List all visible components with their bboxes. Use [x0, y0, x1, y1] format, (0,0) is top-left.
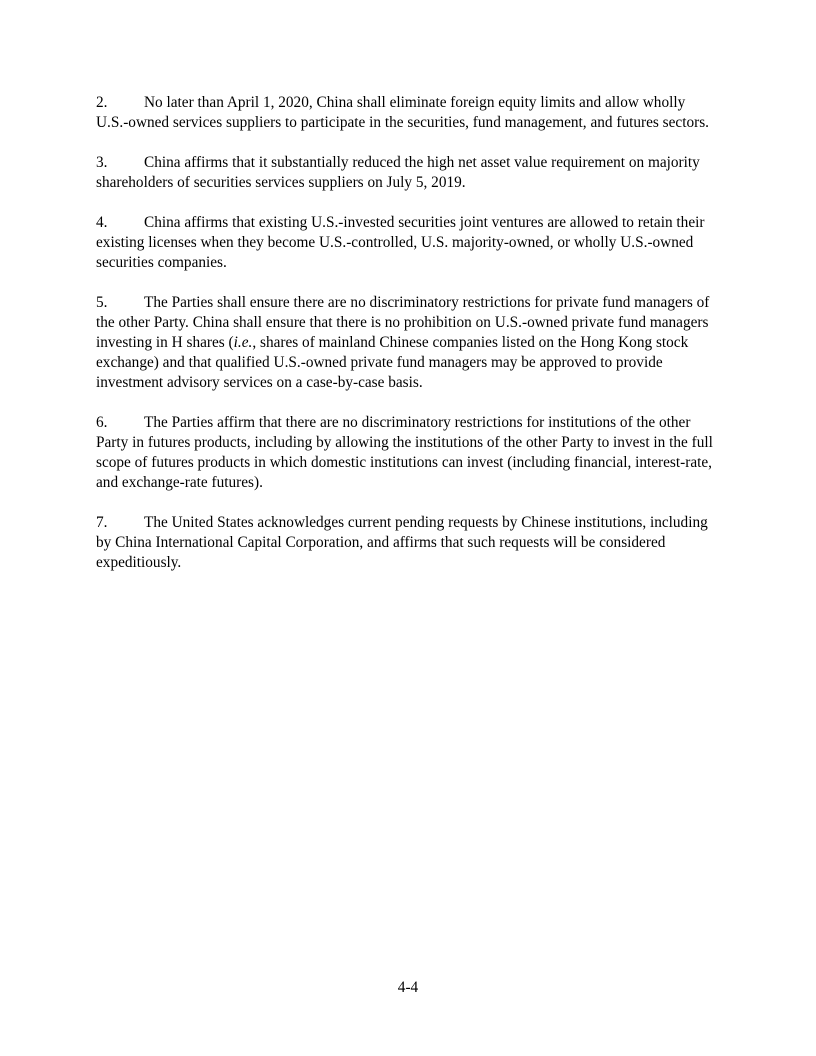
paragraph-number: 3.	[96, 154, 108, 171]
paragraph-number: 7.	[96, 514, 108, 531]
paragraph-number: 2.	[96, 94, 108, 111]
paragraph-5	[96, 293, 720, 393]
paragraph-text: China affirms that existing U.S.-invested securities joint ventures are allowed to retain their existing licenses when they become U.S.-controlled, U.S. majority-owned, or wholly U.S.-owned securities companies.	[96, 214, 705, 271]
paragraph-2	[96, 93, 720, 133]
paragraph-number: 6.	[96, 414, 108, 431]
paragraph-text-italic: i.e.	[233, 334, 253, 351]
paragraph-4	[96, 213, 720, 273]
document-body	[96, 93, 720, 593]
paragraph-number: 5.	[96, 294, 108, 311]
page-number: 4-4	[397, 979, 419, 996]
paragraph-3	[96, 153, 720, 193]
paragraph-text: The Parties shall ensure there are no discriminatory restrictions for private fund managers of the other Party. China shall ensure that there is no prohibition on U.S.-owned private fund managers investing in H shares (	[96, 294, 710, 351]
paragraph-text: No later than April 1, 2020, China shall eliminate foreign equity limits and allow wholly U.S.-owned services suppliers to participate in the securities, fund management, and futures sectors.	[96, 94, 709, 131]
paragraph-number: 4.	[96, 214, 108, 231]
paragraph-text: The United States acknowledges current pending requests by Chinese institutions, including by China International Capital Corporation, and affirms that such requests will be considered expeditiously.	[96, 514, 708, 571]
paragraph-text: The Parties affirm that there are no discriminatory restrictions for institutions of the other Party in futures products, including by allowing the institutions of the other Party to invest in the full scope of futures products in which domestic institutions can invest (including financial, interest-rate, and exchange-rate futures).	[96, 414, 713, 491]
paragraph-6	[96, 413, 720, 493]
paragraph-text: China affirms that it substantially reduced the high net asset value requirement on majority shareholders of securities services suppliers on July 5, 2019.	[96, 154, 700, 191]
paragraph-text: , shares of mainland Chinese companies listed on the Hong Kong stock exchange) and that qualified U.S.-owned private fund managers may be approved to provide investment advisory services on a case-by-case basis.	[96, 334, 689, 391]
paragraph-7	[96, 513, 720, 573]
